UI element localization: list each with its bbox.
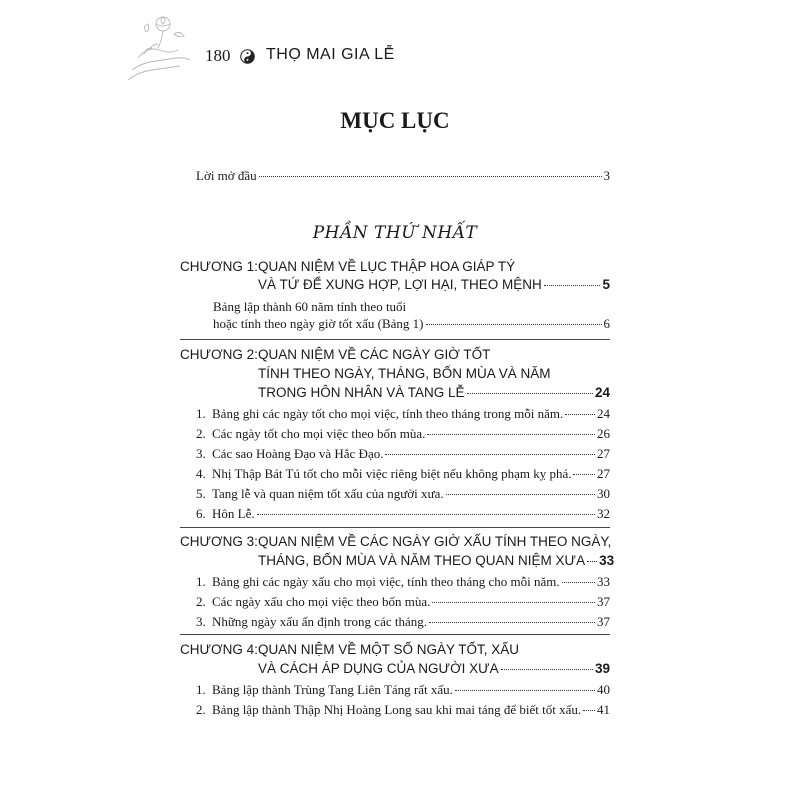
dot-leader: [432, 602, 595, 603]
lotus-hand-illustration: [118, 10, 198, 85]
toc-entry[interactable]: 1. Bảng ghi các ngày xấu cho mọi việc, tính theo tháng cho mỗi năm. 33: [196, 574, 610, 589]
part-title: PHẦN THỨ NHẤT: [312, 223, 478, 243]
toc-entry[interactable]: 4. Nhị Thập Bát Tú tốt cho mỗi việc riêng biệt nếu không phạm kỵ phá. 27: [196, 466, 610, 481]
toc-entry[interactable]: 6. Hôn Lễ. 32: [196, 506, 610, 521]
toc-entry[interactable]: 2. Bảng lập thành Thập Nhị Hoàng Long sau khi mai táng để biết tốt xấu. 41: [196, 702, 610, 717]
toc-entry[interactable]: 3. Những ngày xấu ấn định trong các tháng. 37: [196, 614, 610, 629]
toc-entry-intro[interactable]: Lời mở đầu 3: [196, 168, 610, 183]
dot-leader: [426, 324, 602, 325]
toc-entry[interactable]: 2. Các ngày tốt cho mọi việc theo bốn mùa. 26: [196, 426, 610, 441]
chapter-1-heading-line2[interactable]: VÀ TỨ ĐỂ XUNG HỢP, LỢI HẠI, THEO MỆNH 5: [258, 277, 610, 292]
chapter-3-heading-line2[interactable]: THÁNG, BỐN MÙA VÀ NĂM THEO QUAN NIỆM XƯA 33: [258, 553, 615, 568]
page-title: MỤC LỤC: [340, 108, 450, 133]
dot-leader: [562, 582, 595, 583]
dot-leader: [455, 690, 595, 691]
page-number: 180: [205, 46, 231, 65]
dot-leader: [467, 393, 593, 394]
toc-entry[interactable]: 1. Bảng lập thành Trùng Tang Liên Táng rất xấu. 40: [196, 682, 610, 697]
toc-entry[interactable]: 2. Các ngày xấu cho mọi việc theo bốn mùa. 37: [196, 594, 610, 609]
dot-leader: [257, 514, 595, 515]
dot-leader: [565, 414, 595, 415]
dot-leader: [573, 474, 595, 475]
dot-leader: [385, 454, 595, 455]
chapter-2-heading[interactable]: CHƯƠNG 2:QUAN NIỆM VỀ CÁC NGÀY GIỜ TỐT: [180, 347, 491, 362]
dot-leader: [259, 176, 602, 177]
chapter-3-heading[interactable]: CHƯƠNG 3:QUAN NIỆM VỀ CÁC NGÀY GIỜ XẤU TÍNH THEO NGÀY,: [180, 534, 612, 549]
dot-leader: [587, 561, 597, 562]
dot-leader: [427, 434, 595, 435]
dot-leader: [501, 669, 593, 670]
dot-leader: [544, 285, 601, 286]
section-divider: [180, 339, 610, 340]
toc-entry[interactable]: 3. Các sao Hoàng Đạo và Hắc Đạo. 27: [196, 446, 610, 461]
dot-leader: [429, 622, 595, 623]
chapter-2-heading-line2: TÍNH THEO NGÀY, THÁNG, BỐN MÙA VÀ NĂM: [258, 366, 551, 381]
dot-leader: [583, 710, 595, 711]
dot-leader: [446, 494, 595, 495]
toc-entry[interactable]: 1. Bảng ghi các ngày tốt cho mọi việc, tính theo tháng trong mỗi năm. 24: [196, 406, 610, 421]
chapter-4-heading-line2[interactable]: VÀ CÁCH ÁP DỤNG CỦA NGƯỜI XƯA 39: [258, 661, 610, 676]
chapter-1-heading[interactable]: CHƯƠNG 1:QUAN NIỆM VỀ LỤC THẬP HOA GIÁP TÝ: [180, 259, 516, 274]
section-divider: [180, 527, 610, 528]
chapter-2-heading-line3[interactable]: TRONG HÔN NHÂN VÀ TANG LỄ 24: [258, 385, 610, 400]
toc-entry[interactable]: 5. Tang lễ và quan niệm tốt xấu của người xưa. 30: [196, 486, 610, 501]
section-divider: [180, 634, 610, 635]
toc-entry[interactable]: hoặc tính theo ngày giờ tốt xấu (Bảng 1) 6: [213, 316, 610, 331]
running-head: THỌ MAI GIA LỄ: [266, 46, 395, 63]
chapter-4-heading[interactable]: CHƯƠNG 4:QUAN NIỆM VỀ MỘT SỐ NGÀY TỐT, XẤU: [180, 642, 520, 657]
yin-yang-icon: [240, 49, 255, 64]
toc-entry[interactable]: Bảng lập thành 60 năm tính theo tuổi: [213, 299, 407, 314]
